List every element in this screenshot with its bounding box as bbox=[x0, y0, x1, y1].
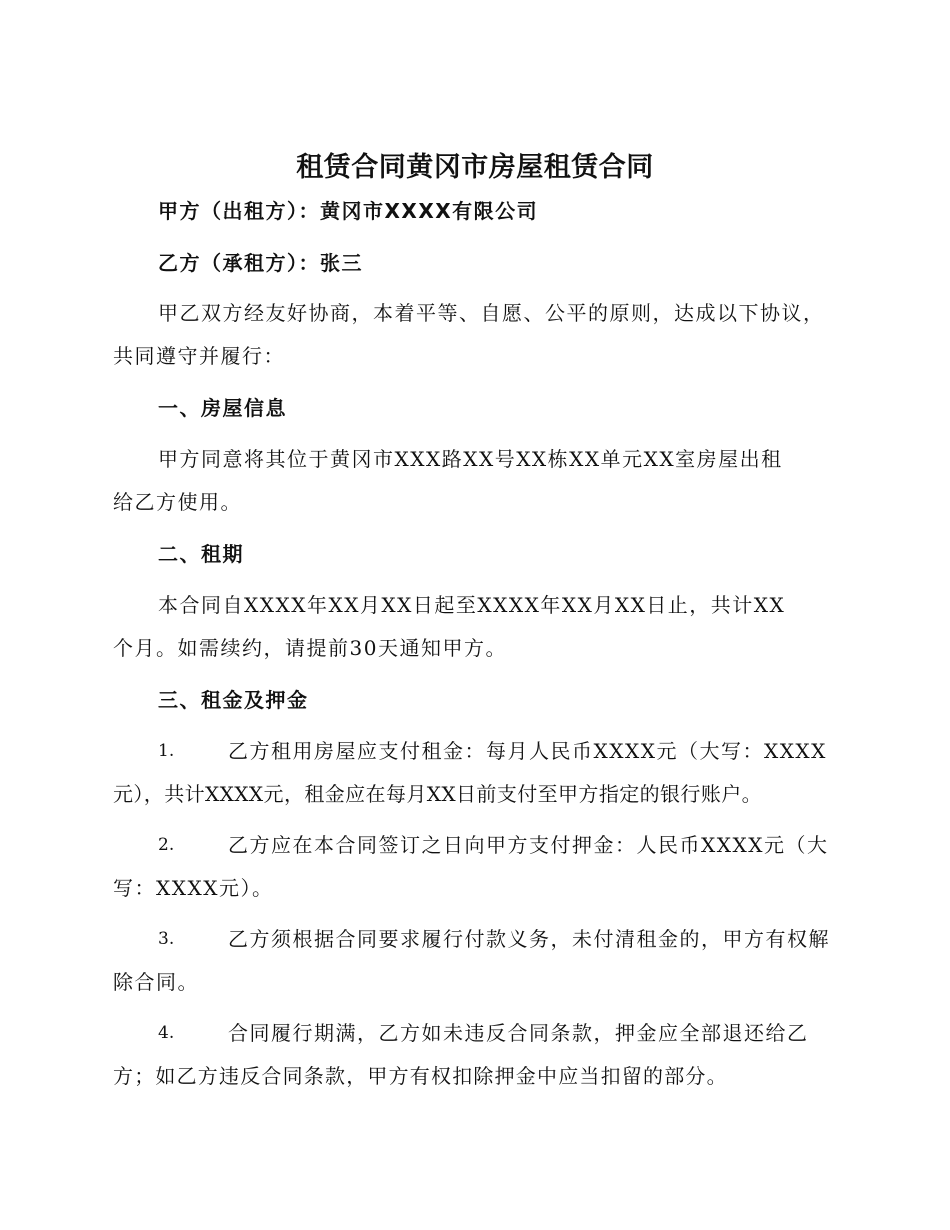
list-item-number: 4. bbox=[158, 1023, 175, 1043]
party-a: 甲方（出租方）：黄冈市XXXX有限公司 bbox=[158, 199, 539, 223]
section-2-line-1: 本合同自XXXX年XX月XX日起至XXXX年XX月XX日止，共计XX bbox=[158, 593, 786, 617]
list-item-line-1: 乙方须根据合同要求履行付款义务，未付清租金的，甲方有权解 bbox=[228, 927, 830, 951]
section-1-line-1: 甲方同意将其位于黄冈市XXX路XX号XX栋XX单元XX室房屋出租 bbox=[158, 447, 783, 471]
list-item-number: 3. bbox=[158, 929, 175, 949]
list-item-line-2: 元），共计XXXX元，租金应在每月XX日前支付至甲方指定的银行账户。 bbox=[113, 782, 763, 806]
list-item-line-2: 除合同。 bbox=[113, 970, 199, 994]
intro-line-2: 共同遵守并履行： bbox=[113, 344, 285, 368]
section-2-heading: 二、租期 bbox=[158, 542, 244, 566]
section-1-line-2: 给乙方使用。 bbox=[113, 490, 242, 514]
list-item-line-1: 乙方应在本合同签订之日向甲方支付押金：人民币XXXX元（大 bbox=[228, 833, 829, 857]
list-item-number: 2. bbox=[158, 835, 175, 855]
list-item-line-2: 方；如乙方违反合同条款，甲方有权扣除押金中应当扣留的部分。 bbox=[113, 1064, 728, 1088]
list-item-line-1: 合同履行期满，乙方如未违反合同条款，押金应全部退还给乙 bbox=[228, 1021, 809, 1045]
party-b: 乙方（承租方）：张三 bbox=[158, 251, 363, 275]
list-item-number: 1. bbox=[158, 741, 175, 761]
section-3-heading: 三、租金及押金 bbox=[158, 688, 309, 712]
document-title: 租赁合同黄冈市房屋租赁合同 bbox=[296, 152, 654, 183]
list-item-line-2: 写：XXXX元）。 bbox=[113, 876, 274, 900]
section-2-line-2: 个月。如需续约，请提前30天通知甲方。 bbox=[113, 636, 507, 660]
intro-line-1: 甲乙双方经友好协商，本着平等、自愿、公平的原则，达成以下协议， bbox=[158, 301, 825, 325]
list-item-line-1: 乙方租用房屋应支付租金：每月人民币XXXX元（大写：XXXX bbox=[228, 739, 827, 763]
section-1-heading: 一、房屋信息 bbox=[158, 396, 287, 420]
